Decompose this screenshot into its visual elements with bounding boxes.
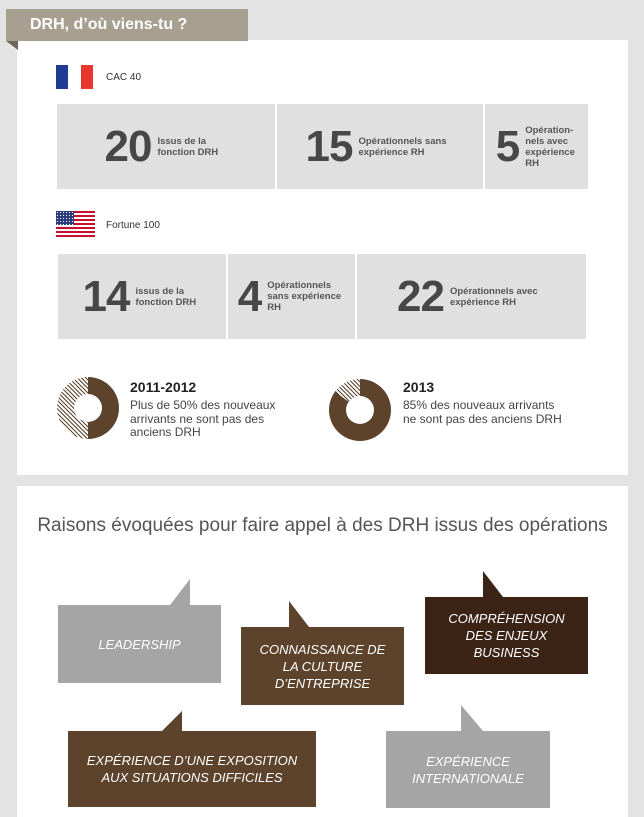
reason-bubble-international	[386, 731, 550, 808]
stat-card	[57, 104, 275, 189]
cac40-stats	[57, 104, 588, 189]
page-title: DRH, d’où viens-tu ?	[6, 9, 248, 41]
reason-label: COMPRÉHENSION DES ENJEUX BUSINESS	[448, 611, 565, 660]
reasons-title: Raisons évoquées pour faire appel à des DRH issus des opérations	[37, 515, 608, 536]
stat-card	[58, 254, 226, 339]
reason-label: CONNAISSANCE DE LA CULTURE D’ENTREPRISE	[259, 641, 386, 691]
reason-label: EXPÉRIENCE INTERNATIONALE	[412, 753, 524, 786]
stat-label: Opérationnels sans expérience RH	[267, 280, 342, 313]
donut-chart-2013	[329, 379, 391, 441]
stat-value: 14	[82, 271, 130, 321]
donut-text: 85% des nouveaux arrivants ne sont pas des anciens DRH	[403, 398, 562, 426]
stat-value: 4	[237, 271, 262, 321]
stat-label: Opération-nels avec expérience RH	[525, 124, 575, 169]
stat-card	[357, 254, 586, 339]
stat-label: Opérationnels sans expérience RH	[358, 135, 447, 158]
stat-card	[485, 104, 588, 189]
reason-bubble-culture	[241, 627, 404, 705]
donut-year: 2013	[403, 379, 435, 395]
france-flag-icon	[56, 65, 93, 89]
fortune100-stats	[58, 254, 586, 339]
donut-year: 2011-2012	[130, 379, 197, 395]
stat-value: 5	[495, 121, 520, 171]
stat-value: 15	[305, 121, 353, 171]
stat-card	[277, 104, 483, 189]
donut-chart-2011-2012	[57, 377, 119, 439]
stat-card	[228, 254, 355, 339]
stat-value: 20	[104, 121, 152, 171]
stat-label: Opérationnels avec expérience RH	[449, 285, 538, 308]
reason-bubble-difficult-situations	[68, 731, 316, 807]
stat-label: issus de la fonction DRH	[135, 285, 197, 308]
fortune100-label: Fortune 100	[106, 220, 160, 231]
cac40-label: CAC 40	[106, 72, 142, 83]
donut-text: Plus de 50% des nouveaux arrivants ne sont pas des anciens DRH	[130, 398, 276, 439]
reason-bubble-leadership	[58, 605, 221, 683]
reason-label: EXPÉRIENCE D’UNE EXPOSITION AUX SITUATIONS DIFFICILES	[86, 753, 298, 785]
stat-label: Issus de la fonction DRH	[157, 135, 219, 158]
reason-label: LEADERSHIP	[98, 636, 181, 652]
stat-value: 22	[397, 271, 444, 321]
reason-bubble-business	[425, 597, 588, 674]
usa-flag-icon	[56, 211, 95, 237]
